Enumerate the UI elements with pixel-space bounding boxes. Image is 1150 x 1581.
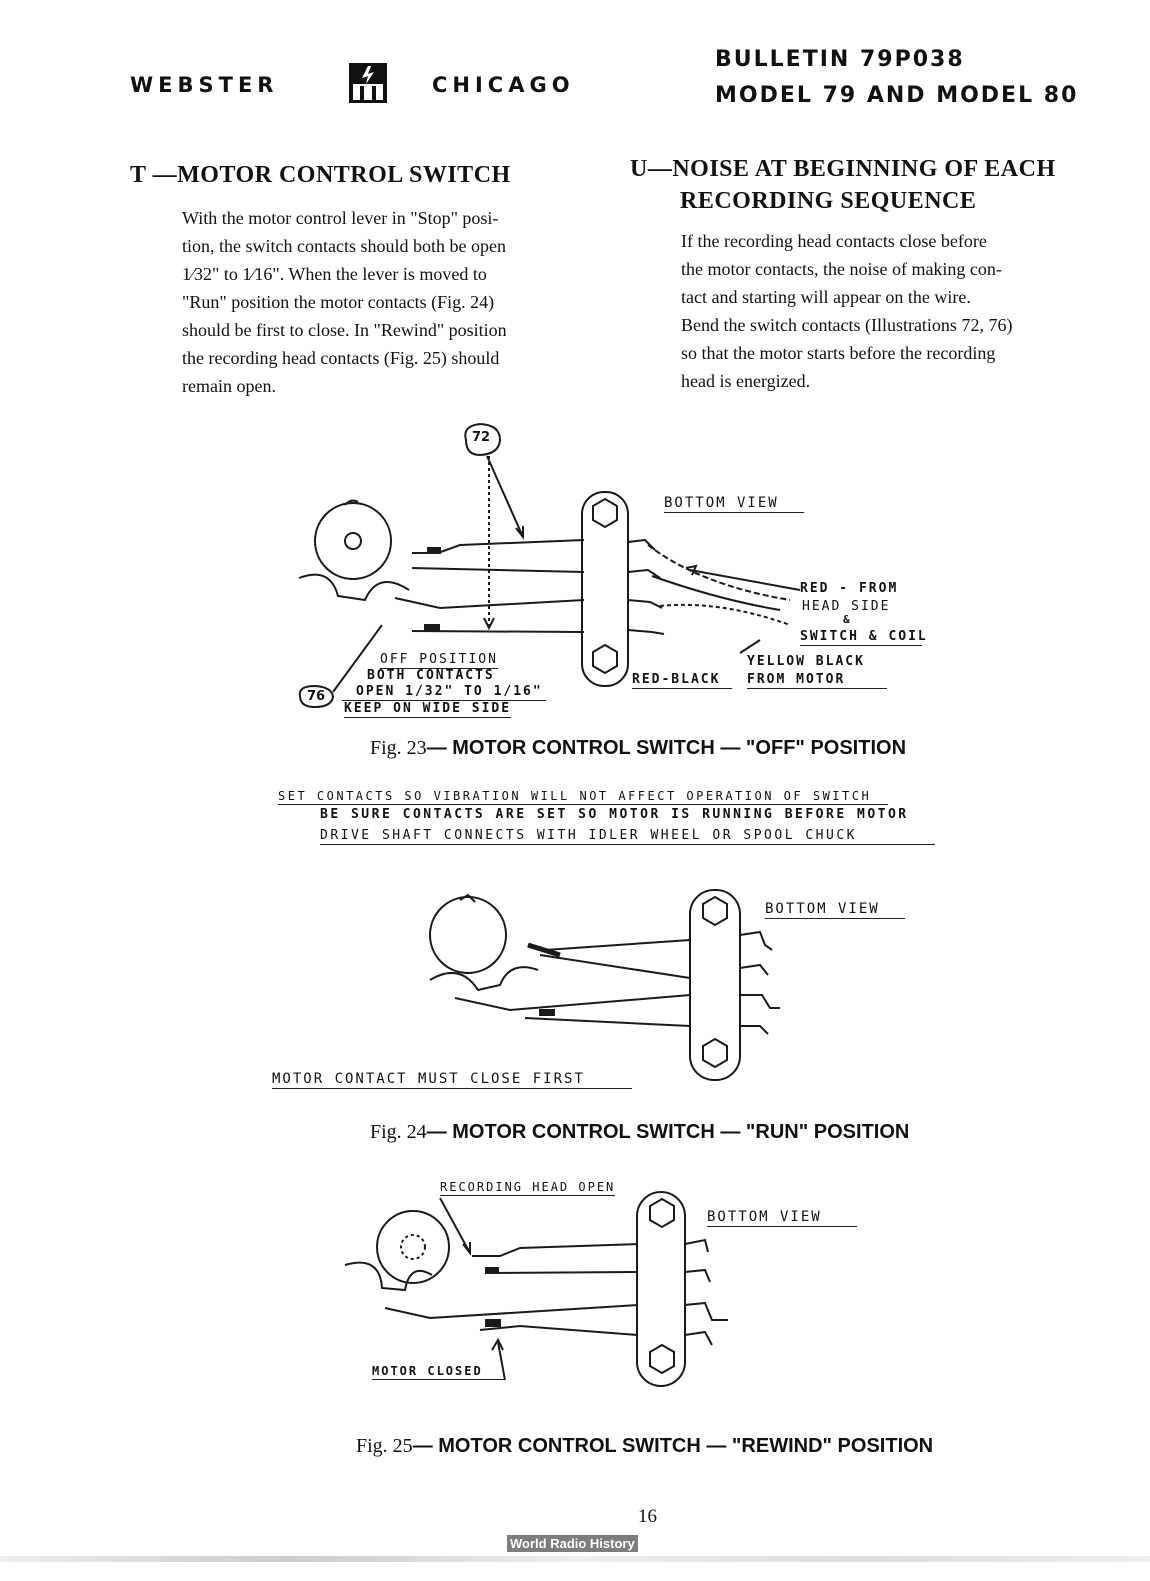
fig23-off-position: OFF POSITION	[380, 652, 498, 667]
section-t-line: remain open.	[182, 376, 276, 396]
model-title: MODEL 79 AND MODEL 80	[715, 83, 1079, 108]
watermark: World Radio History	[507, 1535, 638, 1552]
section-u-line: tact and starting will appear on the wire.	[681, 287, 971, 307]
section-u-line: If the recording head contacts close before	[681, 231, 987, 251]
fig23-both-contacts: BOTH CONTACTS	[367, 668, 495, 683]
fig24-caption-number: Fig. 24	[370, 1121, 427, 1143]
callout-76: 76	[307, 689, 326, 704]
section-u-line: the motor contacts, the noise of making con-	[681, 259, 1002, 279]
fig23-yellow-black: YELLOW BLACK	[747, 654, 865, 669]
fig23-ampersand: &	[843, 613, 852, 626]
fig23-open-range: OPEN 1/32" TO 1/16"	[342, 684, 546, 701]
fig25-caption	[356, 1435, 933, 1458]
fig23-switch-coil: SWITCH & COIL	[800, 629, 928, 644]
fig25-motor-closed: MOTOR CLOSED	[372, 1364, 504, 1380]
section-u-line: head is energized.	[681, 371, 811, 391]
fig24-caption-text: — MOTOR CONTROL SWITCH — "RUN" POSITION	[426, 1121, 910, 1143]
brand-webster: WEBSTER	[130, 73, 279, 97]
page-number: 16	[638, 1506, 657, 1527]
fig25-caption-text: — MOTOR CONTROL SWITCH — "REWIND" POSITION	[412, 1435, 934, 1457]
brand-chicago: CHICAGO	[432, 73, 575, 97]
scan-edge-divider	[0, 1556, 1150, 1562]
fig23-caption-text: — MOTOR CONTROL SWITCH — "OFF" POSITION	[426, 737, 907, 759]
fig23-red-black: RED-BLACK	[632, 672, 732, 689]
fig23-head-side: HEAD SIDE	[802, 599, 891, 614]
fig24-bottom-view: BOTTOM VIEW	[765, 901, 905, 919]
section-u-heading-line1: U—NOISE AT BEGINNING OF EACH	[630, 156, 1056, 182]
section-u-heading-line2: RECORDING SEQUENCE	[680, 188, 977, 214]
fig23-from-motor: FROM MOTOR	[747, 672, 887, 689]
section-t-line: should be first to close. In "Rewind" position	[182, 320, 507, 340]
section-t-line: tion, the switch contacts should both be open	[182, 236, 506, 256]
fig25-caption-number: Fig. 25	[356, 1435, 413, 1457]
section-t-line: the recording head contacts (Fig. 25) should	[182, 348, 500, 368]
bulletin-number: BULLETIN 79P038	[715, 47, 965, 72]
callout-72: 72	[472, 430, 491, 445]
section-u-line: so that the motor starts before the recording	[681, 343, 996, 363]
section-t-line: 1⁄32" to 1⁄16". When the lever is moved to	[182, 264, 487, 284]
note-vibration: SET CONTACTS SO VIBRATION WILL NOT AFFECT OPERATION OF SWITCH	[278, 789, 888, 805]
fig23-red-from: RED - FROM	[800, 581, 899, 596]
fig24-motor-contact-note: MOTOR CONTACT MUST CLOSE FIRST	[272, 1071, 632, 1089]
section-t-heading: T —MOTOR CONTROL SWITCH	[130, 162, 511, 188]
section-t-line: "Run" position the motor contacts (Fig. 24)	[182, 292, 495, 312]
fig23-bottom-view: BOTTOM VIEW	[664, 495, 804, 513]
note-be-sure: BE SURE CONTACTS ARE SET SO MOTOR IS RUNNING BEFORE MOTOR	[320, 807, 909, 822]
fig23-caption-number: Fig. 23	[370, 737, 427, 759]
fig23-keep-wide: KEEP ON WIDE SIDE	[344, 701, 512, 716]
fig25-recording-head-open: RECORDING HEAD OPEN	[440, 1180, 616, 1194]
section-u-line: Bend the switch contacts (Illustrations 72, 76)	[681, 315, 1013, 335]
section-t-line: With the motor control lever in "Stop" posi-	[182, 208, 499, 228]
note-drive-shaft: DRIVE SHAFT CONNECTS WITH IDLER WHEEL OR SPOOL CHUCK	[320, 828, 935, 845]
fig25-bottom-view: BOTTOM VIEW	[707, 1209, 857, 1227]
